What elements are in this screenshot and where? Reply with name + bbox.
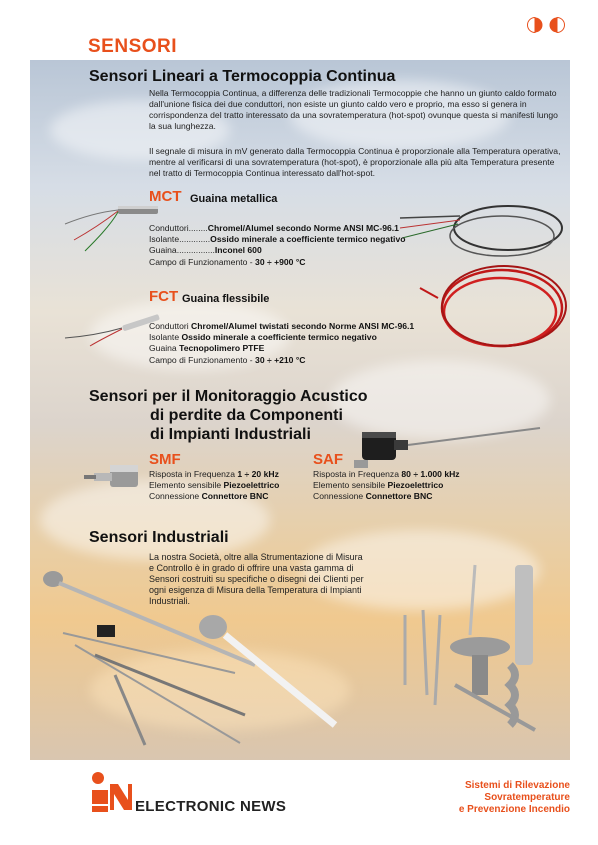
saf-spec-row: Connessione Connettore BNC [313, 491, 433, 502]
thermocouple-cable-coil-image [390, 198, 568, 358]
mct-spec-row: Isolante.............Ossido minerale a coefficiente termico negativo [149, 234, 406, 245]
saf-sensor-image [350, 420, 545, 475]
saf-spec-row: Risposta in Frequenza 80 ÷ 1.000 kHz [313, 469, 460, 479]
section-heading-acoustic-monitoring-3: di Impianti Industriali [150, 426, 311, 443]
smf-spec-row: Connessione Connettore BNC [149, 491, 269, 502]
fct-spec-row: Guaina Tecnopolimero PTFE [149, 343, 265, 354]
footer-brand-name: ELECTRONIC NEWS [135, 798, 287, 815]
saf-spec-list [313, 469, 460, 503]
fct-subtitle: Guaina flessibile [182, 293, 270, 305]
mct-code: MCT [149, 188, 182, 205]
mct-spec-row: Campo di Funzionamento - 30 ÷ +900 °C [149, 256, 306, 267]
fct-spec-row: Campo di Funzionamento - 30 ÷ +210 °C [149, 354, 306, 365]
smf-spec-row: Elemento sensibile Piezoelettrico [149, 480, 280, 491]
section-paragraph-industrial: La nostra Società, oltre alla Strumentazione di Misura e Controllo è in grado di offrire una vasta gamma di Sensori costruiti su specifiche o disegni dei Clienti per ogni esigenza di Misura della Temperatura di Impianti Industriali. [149, 552, 364, 606]
section-heading-acoustic-monitoring-1: Sensori per il Monitoraggio Acustico [89, 388, 368, 405]
fct-code: FCT [149, 288, 179, 305]
smf-code: SMF [149, 451, 181, 468]
mct-subtitle: Guaina metallica [190, 193, 278, 205]
footer-tagline [459, 780, 570, 816]
mct-spec-row: Conduttori........Chromel/Alumel secondo Norme ANSI MC-96.1 [149, 223, 399, 233]
section-heading-industrial-sensors: Sensori Industriali [89, 529, 229, 546]
footer-tagline-line: e Prevenzione Incendio [458, 804, 570, 815]
section-heading-acoustic-monitoring-2: di perdite da Componenti [150, 407, 343, 424]
saf-spec-row: Elemento sensibile Piezoelettrico [313, 480, 444, 491]
section-paragraph-1: Nella Termocoppia Continua, a differenza delle tradizionali Termocoppie che hanno un giunto caldo formato dall'unione fisica dei due conduttori, non esiste un giunto caldo vero e proprio, ma esso si genera in corrispondenza del tratto interessato da una sovratemperatura (hot-spot) ovunque questa si manifesti lungo la sua lunghezza. [149, 88, 558, 131]
smf-spec-list [149, 469, 279, 503]
fct-spec-row: Conduttori Chromel/Alumel twistati secondo Norme ANSI MC-96.1 [149, 321, 415, 331]
mct-spec-row: Guaina................Inconel 600 [149, 245, 262, 256]
electronic-news-logo-icon [88, 770, 132, 814]
mct-spec-list [149, 223, 405, 268]
industrial-sensors-image [35, 555, 565, 750]
footer-tagline-line: Sistemi di Rilevazione [464, 780, 570, 791]
section-paragraph-2: Il segnale di misura in mV generato dalla Termocoppia Continua è proporzionale alla Temperatura operativa, mentre al verificarsi di una sovratemperatura (hot-spot), è proporzionale alla più alta Temperatura presente nel tratto di Termocoppia Continua interessato dall'hot-spot. [149, 146, 561, 178]
page-title: SENSORI [88, 36, 178, 57]
saf-code: SAF [313, 451, 343, 468]
fct-spec-row: Isolante Ossido minerale a coefficiente termico negativo [149, 332, 377, 343]
smf-sensor-image [80, 455, 150, 500]
smf-spec-row: Risposta in Frequenza 1 ÷ 20 kHz [149, 469, 279, 479]
header-circles-icon [526, 16, 570, 34]
footer-tagline-line: Sovratemperature [484, 792, 570, 803]
section-heading-continuous-thermocouple: Sensori Lineari a Termocoppia Continua [89, 68, 396, 85]
fct-spec-list [149, 321, 414, 366]
